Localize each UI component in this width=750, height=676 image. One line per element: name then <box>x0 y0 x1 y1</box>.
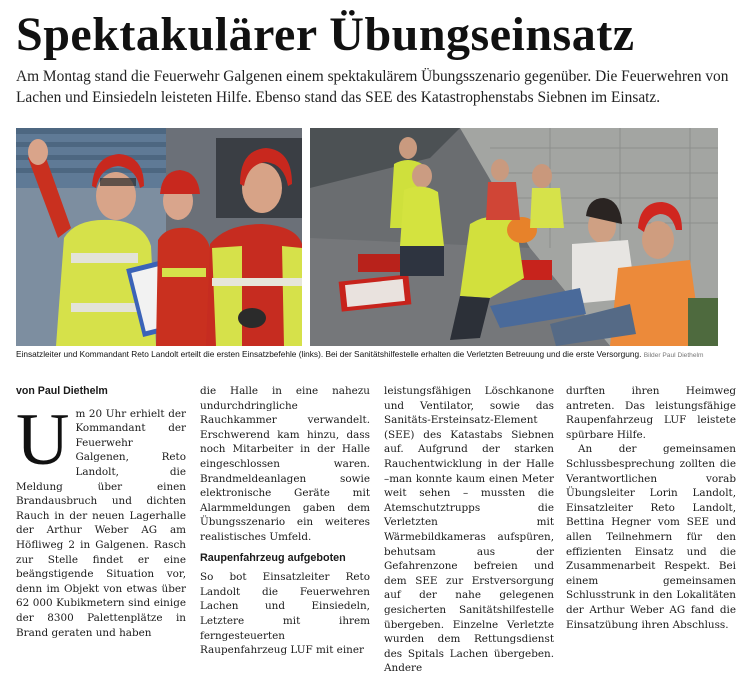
photo-caption <box>16 349 736 361</box>
article-column-2 <box>200 384 370 658</box>
photo-commander <box>16 128 302 346</box>
article-headline: Spektakulärer Übungseinsatz <box>16 8 635 61</box>
article-column-1 <box>16 384 186 640</box>
article-paragraph: leistungsfähigen Löschkanone und Ventilator, sowie das Sanitäts-Ersteinsatz-Element (SEE) des Katastabs Siebnen auf. Aufgrund der starken Rauchentwicklung in der Halle –man konnte kaum einen Meter weit sehen – mussten die Atemschutztrupps die Verletzten mit Wärmebildkameras aufspüren, behutsam aus der Gefahrenzone befreien und dem SEE zur Erstversorgung auf der nahe gelegenen gesicherten Sanitätshilfestelle übergeben. Einzelne Verletzte wurden dem Rettungsdienst des Spitals Lachen übergeben. Andere <box>384 385 554 675</box>
article-paragraph: durften ihren Heimweg antreten. Das leistungsfähige Raupenfahrzeug LUF leistete spürbare Hilfe. <box>566 385 736 441</box>
photo-first-aid-station <box>310 128 718 346</box>
article-paragraph: die Halle in eine nahezu undurchdringliche Rauchkammer verwandelt. Erschwerend kam hinzu, dass noch Mitarbeiter in der Halle eingeschlossen waren. Brandmeldeanlagen sowie elektronische Geräte mit Alarmmeldungen gaben dem Übungsszenario ein weiteres realistisches Umfeld. <box>200 385 370 543</box>
article-paragraph: m 20 Uhr erhielt der Kommandant der Feuerwehr Galgenen, Reto Landolt, die Meldung über einen Brandausbruch und dichten Rauch in der neuen Lagerhalle der Arthur Weber AG am Höfliweg 2 in Galgenen. Rasch zur Stelle findet er eine beängstigende Situation vor, denn im Objekt von etwas über 62 000 Kubikmetern sind einige der 8300 Palettenplätze in Brand geraten und haben <box>16 407 186 639</box>
article-subhead: Raupenfahrzeug aufgeboten <box>200 551 346 564</box>
article-paragraph: An der gemeinsamen Schlussbesprechung zollten die Verantwortlichen vorab Übungsleiter Lorin Landolt, Einsatzleiter Reto Landolt, Bettina Hegner vom SEE und allen Teilnehmern für den effizienten Einsatz und die Zusammenarbeit Respekt. Bei einem gemeinsamen Schlusstrunk in den Lokalitäten der Arthur Weber AG fand die Einsatzübung ihren Abschluss. <box>566 443 736 631</box>
article-column-3 <box>384 384 554 676</box>
article-column-4 <box>566 384 736 632</box>
drop-cap: U <box>16 398 70 481</box>
photo-credit: Bilder Paul Diethelm <box>643 352 704 359</box>
article-paragraph: So bot Einsatzleiter Reto Landolt die Feuerwehren Lachen und Einsiedeln, Letztere mit ihrem ferngesteuerten Raupenfahrzeug LUF mit einer <box>200 571 370 657</box>
caption-text: Einsatzleiter und Kommandant Reto Landolt erteilt die ersten Einsatzbefehle (links). Bei der Sanitätshilfestelle erhalten die Verletzten Betreuung und die erste Versorgung. <box>16 349 642 359</box>
article-lead: Am Montag stand die Feuerwehr Galgenen einem spektakulärem Übungsszenario gegenüber. Die Feuerwehren von Lachen und Einsiedeln leisteten Hilfe. Ebenso stand das SEE des Katastrophenstabs Siebnen im Einsatz. <box>16 68 729 106</box>
article-byline: von Paul Diethelm <box>16 385 108 397</box>
